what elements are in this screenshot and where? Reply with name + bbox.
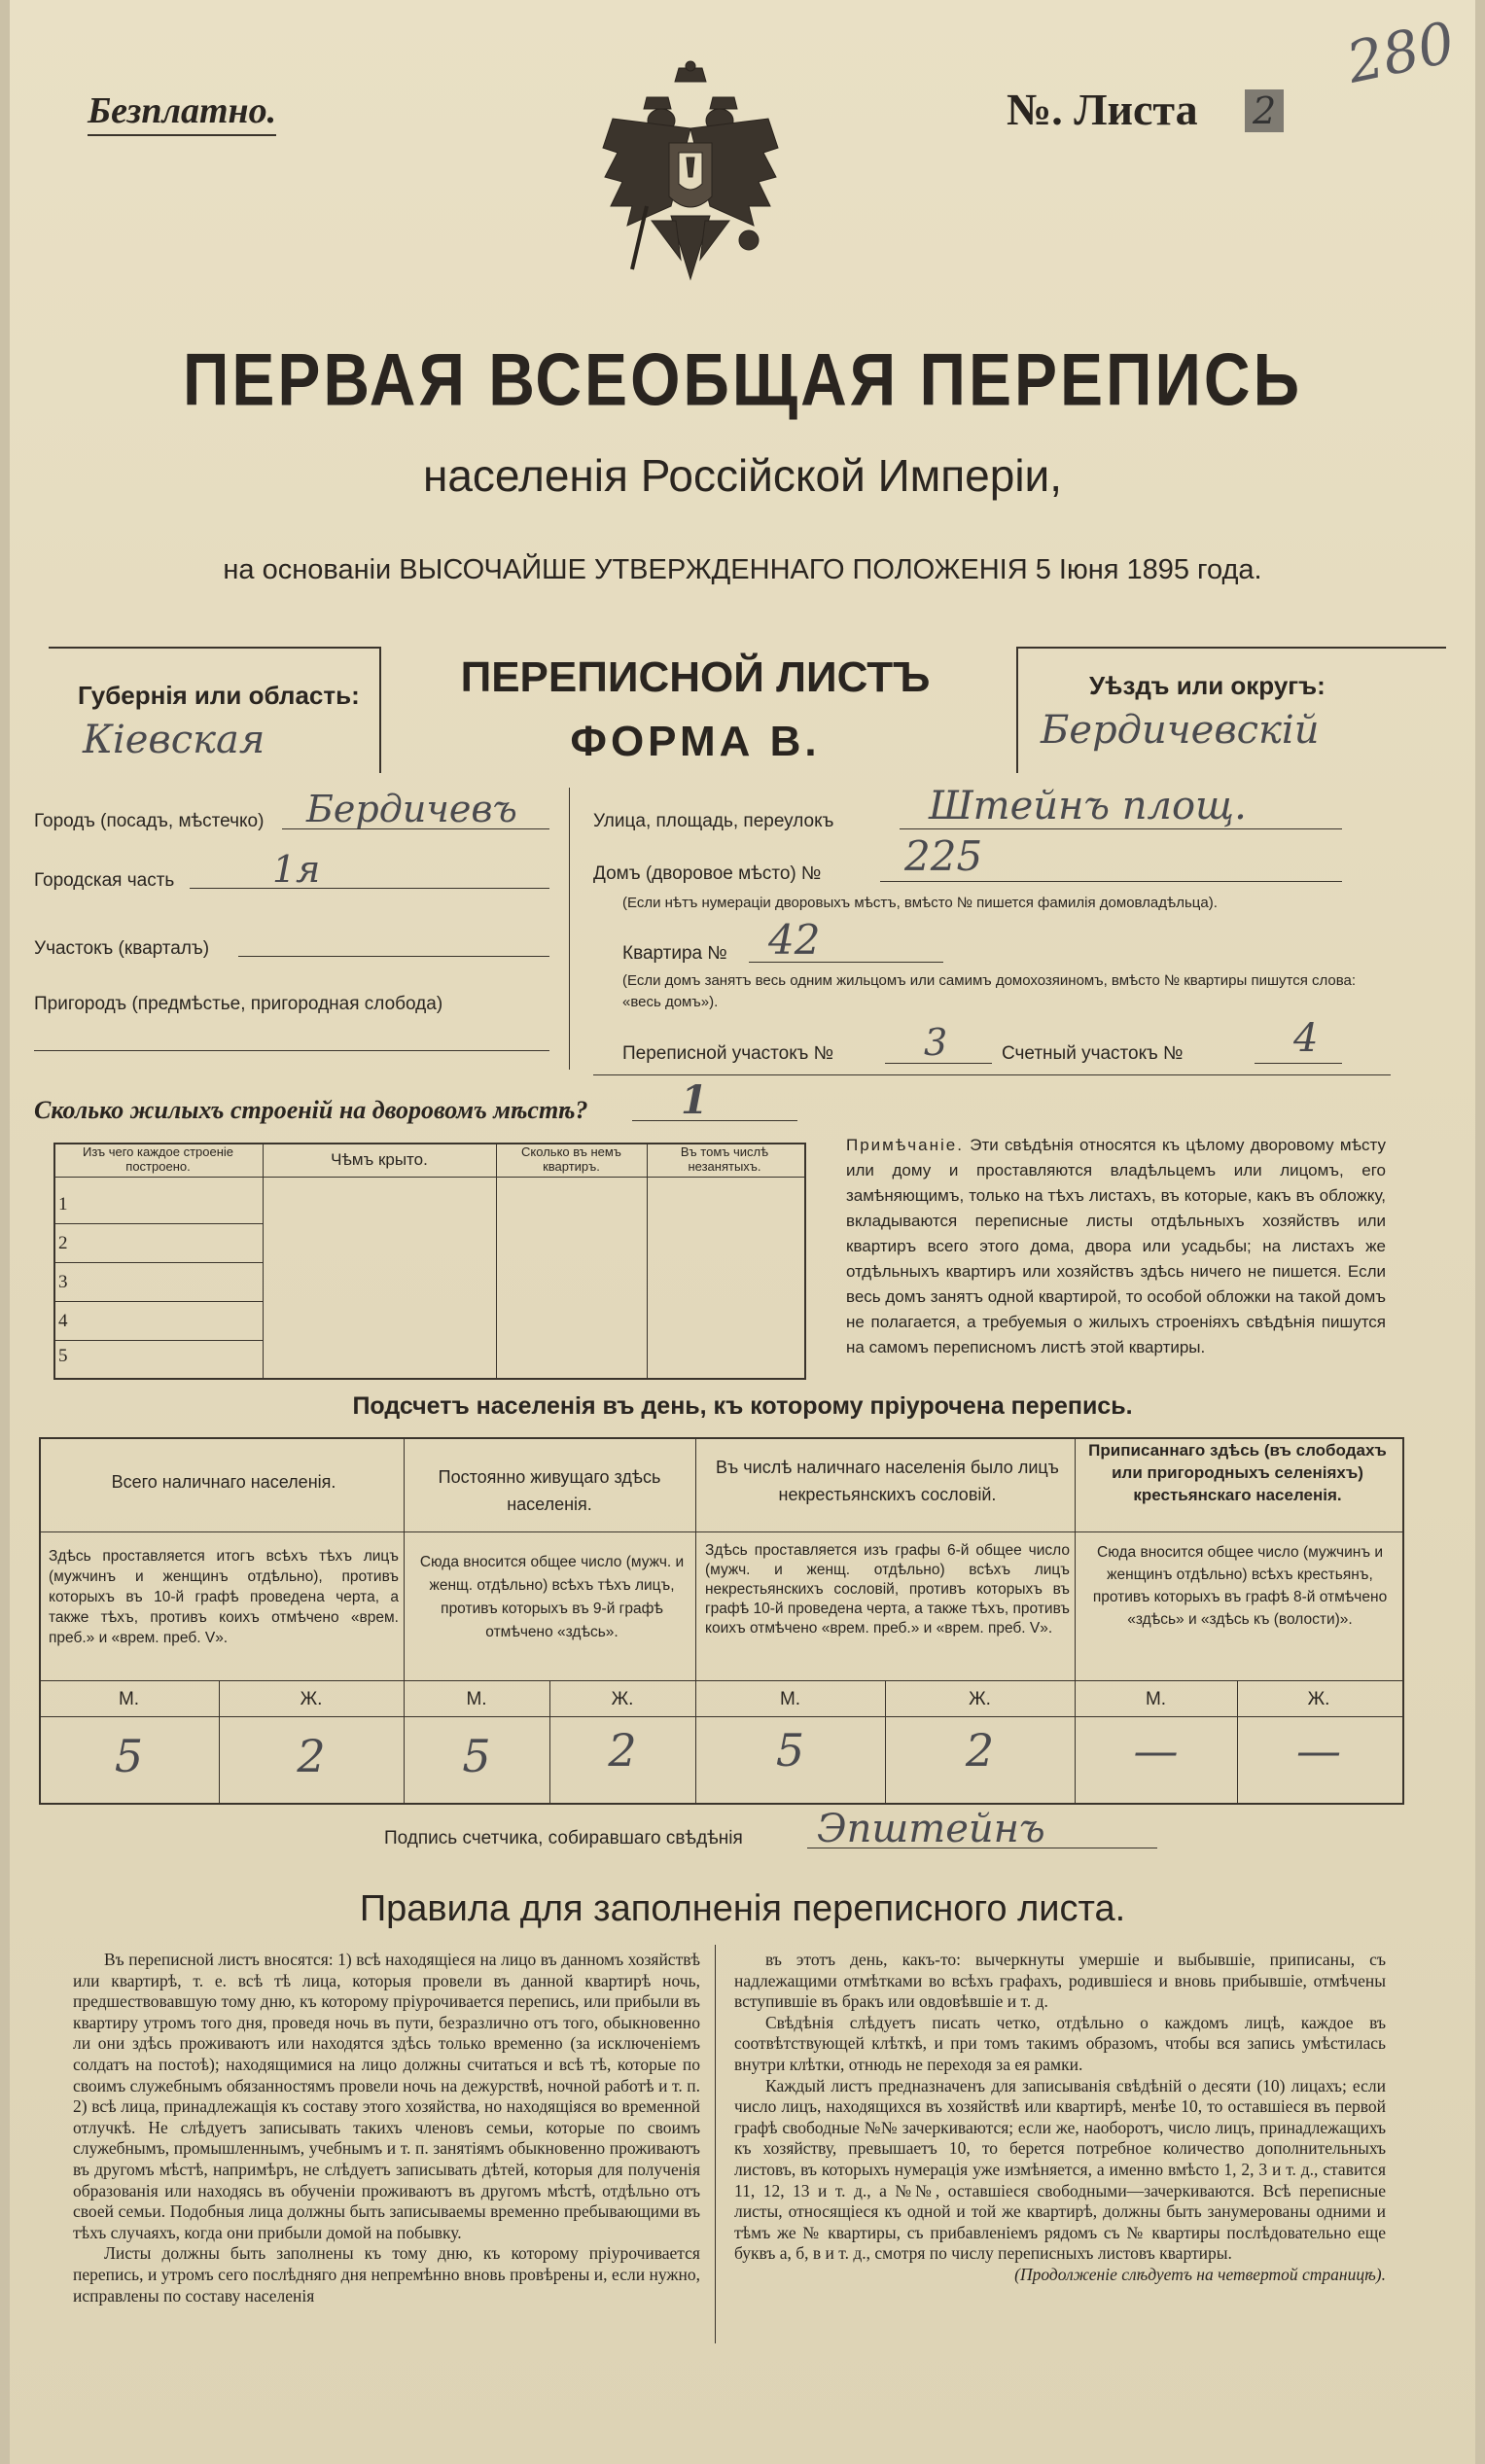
form-subtitle: ФОРМА В. — [570, 718, 821, 765]
buildings-row-line — [53, 1301, 263, 1302]
population-total-m-label: М. — [118, 1689, 140, 1709]
apartment-value: 42 — [768, 916, 821, 964]
district-label: Участокъ (кварталъ) — [34, 938, 210, 959]
population-title: Подсчетъ населенія въ день, къ которому пріурочена перепись. — [352, 1392, 1133, 1420]
uezd-value: Бердичевскій — [1041, 708, 1320, 753]
corner-number: 280 — [1341, 9, 1461, 96]
buildings-row-number: 2 — [58, 1233, 68, 1253]
population-desc-non-peasant: Здѣсь проставляется изъ графы 6-й общее число (мужч. и женщ. отдѣльно) всѣхъ лицъ некрестьянскихъ сословій, противъ которыхъ въ графѣ 10-й проведена черта, а также тѣхъ, противъ коихъ отмѣчено «врем. преб.» и «врем. преб. V». — [705, 1542, 1070, 1637]
population-desc-peasant: Сюда вносится общее число (мужчинъ и женщинъ отдѣльно) всѣхъ крестьянъ, противъ которыхъ въ графѣ 8-й отмѣчено «здѣсь» и «здѣсь къ (волости)». — [1092, 1544, 1388, 1628]
rules-paragraph: Каждый листъ предназначенъ для записыванія свѣдѣній о десяти (10) лицахъ; если число лицъ, находящихся въ хозяйствѣ или квартирѣ, менѣе 10, то оставшіеся въ первой графѣ свободные №№ зачеркиваются; если же, наоборотъ, число лицъ, принадлежащихъ къ хозяйству, превышаетъ 10, то берется потребное количество дополнительныхъ листовъ, въ которыхъ нумерація уже измѣняется, а именно вмѣсто 1, 2, 3 и т. д., ставится 11, 12, 13 и т. д., а №№, оставшіеся свободными—зачеркиваются. Всѣ переписные листы, относящіеся къ одной и той же квартирѣ, должны быть занумерованы одними и тѣмъ же № квартиры, съ прибавленіемъ рядомъ съ № квартиры послѣдовательно еще буквъ а, б, в и т. д., смотря по числу переписныхъ листовъ квартиры. — [734, 2075, 1386, 2264]
buildings-row-number: 1 — [58, 1194, 68, 1214]
rules-paragraph: Свѣдѣнія слѣдуетъ писать четко, отдѣльно о каждомъ лицѣ, каждое въ соотвѣтствующей клѣткѣ, и при томъ такимъ образомъ, чтобы вся запись умѣстилась внутри клѣтки, отнюдь не переходя за ея рамки. — [734, 2012, 1386, 2074]
buildings-header-apartments: Сколько въ немъ квартиръ. — [521, 1144, 621, 1174]
population-desc-permanent: Сюда вносится общее число (мужч. и женщ. отдѣльно) всѣхъ тѣхъ лицъ, противъ которыхъ въ 9-й графѣ отмѣчено «здѣсь». — [419, 1554, 685, 1640]
population-peasant-m-label: М. — [1145, 1689, 1167, 1709]
buildings-row-line — [53, 1262, 263, 1263]
population-header-permanent: Постоянно живущаго здѣсь населенія. — [438, 1467, 661, 1514]
population-header-total: Всего наличнаго населенія. — [111, 1472, 336, 1492]
population-mf-rule — [39, 1716, 1402, 1717]
city-part-line — [190, 888, 549, 889]
population-non-peasant-f-label: Ж. — [969, 1689, 991, 1709]
census-section-value: 3 — [924, 1021, 948, 1064]
gubernia-value: Кіевская — [83, 718, 265, 762]
buildings-row-number: 5 — [58, 1346, 68, 1366]
street-value: Штейнъ площ. — [929, 784, 1247, 828]
buildings-note-text: Эти свѣдѣнія относятся къ цѣлому дворовому мѣсту или дому и проставляются владѣльцемъ или лицомъ, его замѣняющимъ, только на тѣхъ листахъ, въ которые, какъ въ обложку, вкладываются переписные листы отдѣльныхъ хозяйствъ или квартиръ всего этого дома, двора или усадьбы; на листахъ же отдѣльныхъ квартиръ или хозяйствъ здѣсь ничего не пишется. Если весь домъ занятъ одной квартирой, то особой обложки на такой домъ не полагается, а требуемыя о жилыхъ строеніяхъ свѣдѣнія пишутся на самомъ переписномъ листѣ этой квартиры. — [846, 1136, 1386, 1356]
population-permanent-f-value: 2 — [608, 1724, 637, 1777]
house-label: Домъ (дворовое мѣсто) № — [593, 863, 822, 884]
buildings-answer-line — [632, 1120, 797, 1121]
rules-paragraph: Листы должны быть заполнены къ тому дню, къ которому пріурочивается перепись, и утромъ сего послѣдняго дня непремѣнно вновь провѣрены и, если нужно, исправлены по составу населенія — [73, 2243, 700, 2306]
sheet-number-label: №. Листа — [1007, 85, 1198, 134]
district-line — [238, 956, 549, 957]
population-total-f-value: 2 — [297, 1730, 326, 1782]
suburb-line — [34, 1050, 549, 1051]
form-title: ПЕРЕПИСНОЙ ЛИСТЪ — [460, 653, 931, 701]
buildings-answer: 1 — [681, 1077, 708, 1123]
population-header-peasant: Приписаннаго здѣсь (въ слободахъ или пригородныхъ селеніяхъ) крестьянскаго населенія. — [1088, 1441, 1387, 1504]
rules-paragraph: Въ переписной листъ вносятся: 1) всѣ находящіеся на лицо въ данномъ хозяйствѣ или квартирѣ, т. е. всѣ тѣ лица, которыя провели въ данной квартирѣ ночь, предшествовавшую тому дню, къ которому пріурочивается перепись, или прибыли въ квартиру утромъ того дня, проведя ночь въ пути, безразлично отъ того, обыкновенно ли они здѣсь проживаютъ или находятся здѣсь только временно (за исключеніемъ солдатъ на постоѣ); находящимися на лицо должны считаться и всѣ тѣ, которые по своимъ служебнымъ обязанностямъ провели ночь на дежурствѣ, ночной работѣ и т. п. 2) всѣ лица, принадлежащія къ составу этого хозяйства, но находящіяся во временной отлучкѣ. Не слѣдуетъ записывать такихъ членовъ семьи, которые по своимъ служебнымъ, промышленнымъ, учебнымъ и т. п. занятіямъ обыкновенно проживаютъ въ другомъ мѣстѣ, напримѣръ, не слѣдуетъ записывать дѣтей, которыя для полученія образованія или находясь въ обученіи проживаютъ въ другомъ мѣстѣ, отдѣльно отъ своей семьи. Подобныя лица должны быть записываемы временно пребывающими въ тѣхъ случаяхъ, когда они прибыли домой на побывку. — [73, 1950, 700, 2242]
basis-line: на основаніи ВЫСОЧАЙШЕ УТВЕРЖДЕННАГО ПОЛОЖЕНІЯ 5 Іюня 1895 года. — [223, 554, 1262, 585]
street-line — [900, 828, 1342, 829]
census-sheet — [10, 0, 1475, 2464]
rules-right-column — [734, 1950, 1386, 2286]
counting-section-label: Счетный участокъ № — [1002, 1043, 1184, 1064]
gubernia-label: Губернія или область: — [78, 681, 360, 710]
population-non-peasant-f-value: 2 — [965, 1724, 995, 1777]
buildings-header-vacant: Въ томъ числѣ незанятыхъ. — [680, 1144, 769, 1174]
buildings-col-divider — [496, 1143, 497, 1378]
apartment-note: (Если домъ занятъ весь одним жильцомъ или самимъ домохозяиномъ, вмѣсто № квартиры пишутся слова: «весь домъ»). — [622, 972, 1357, 1010]
buildings-table — [53, 1143, 806, 1380]
buildings-note-title: Примѣчаніе. — [846, 1136, 964, 1154]
page-title: ПЕРВАЯ ВСЕОБЩАЯ ПЕРЕПИСЬ — [182, 337, 1303, 421]
city-value: Бердичевъ — [306, 788, 517, 830]
population-total-m-value: 5 — [114, 1730, 144, 1782]
population-permanent-m-value: 5 — [462, 1730, 491, 1782]
signature-value: Эпштейнъ — [817, 1807, 1045, 1851]
uezd-label: Уѣздъ или округъ: — [1089, 671, 1326, 700]
city-label: Городъ (посадъ, мѣстечко) — [34, 811, 265, 831]
rules-title: Правила для заполненія переписного листа. — [359, 1888, 1126, 1929]
population-permanent-m-label: М. — [466, 1689, 487, 1709]
buildings-header-roof: Чѣмъ крыто. — [331, 1150, 428, 1169]
city-part-value: 1я — [272, 848, 321, 891]
house-value: 225 — [904, 832, 983, 880]
address-divider — [569, 788, 570, 1070]
suburb-label: Пригородъ (предмѣстье, пригородная слобода) — [34, 994, 443, 1014]
rules-divider — [715, 1945, 716, 2343]
buildings-table-header-rule — [53, 1177, 804, 1178]
buildings-note — [846, 1133, 1386, 1360]
counting-section-value: 4 — [1293, 1016, 1319, 1061]
buildings-row-number: 3 — [58, 1272, 68, 1292]
signature-label: Подпись счетчика, собиравшаго свѣдѣнія — [384, 1828, 743, 1848]
population-permanent-f-label: Ж. — [611, 1689, 634, 1709]
free-label: Безплатно. — [88, 89, 276, 136]
population-header-rule — [39, 1531, 1402, 1532]
buildings-col-divider — [263, 1143, 264, 1378]
population-total-f-label: Ж. — [300, 1689, 323, 1709]
population-desc-rule — [39, 1680, 1402, 1681]
street-label: Улица, площадь, переулокъ — [593, 811, 834, 831]
apartment-line — [749, 962, 943, 963]
city-line — [282, 828, 549, 829]
counting-section-line — [1255, 1063, 1342, 1064]
buildings-question: Сколько жилыхъ строеній на дворовомъ мѣстѣ? — [34, 1096, 588, 1124]
buildings-col-divider — [647, 1143, 648, 1378]
imperial-eagle-emblem — [593, 60, 788, 284]
apartment-label: Квартира № — [622, 943, 727, 964]
buildings-row-line — [53, 1340, 263, 1341]
census-section-label: Переписной участокъ № — [622, 1043, 834, 1064]
rules-left-column — [73, 1950, 700, 2306]
address-bottom-rule — [593, 1074, 1391, 1075]
sheet-number-value: 2 — [1245, 89, 1284, 132]
population-desc-total: Здѣсь проставляется итогъ всѣхъ тѣхъ лицъ (мужчинъ и женщинъ отдѣльно), противъ которыхъ въ 10-й графѣ проведена черта, а также тѣхъ, противъ коихъ отмѣчено «врем. преб.» и «врем. преб. V». — [49, 1548, 399, 1646]
population-non-peasant-m-label: М. — [779, 1689, 801, 1709]
population-header-non-peasant: Въ числѣ наличнаго населенія было лицъ некрестьянскихъ сословій. — [716, 1458, 1059, 1504]
page-subtitle: населенія Россійской Имперіи, — [422, 450, 1063, 501]
population-peasant-f-label: Ж. — [1307, 1689, 1330, 1709]
buildings-row-line — [53, 1223, 263, 1224]
population-peasant-m-value: — — [1133, 1724, 1179, 1777]
rules-continuation: (Продолженіе слѣдуетъ на четвертой страницѣ). — [1014, 2264, 1386, 2284]
house-line — [880, 881, 1342, 882]
census-section-line — [885, 1063, 992, 1064]
population-peasant-f-value: — — [1296, 1724, 1341, 1777]
population-non-peasant-m-value: 5 — [775, 1724, 805, 1777]
city-part-label: Городская часть — [34, 870, 175, 891]
buildings-header-material: Изъ чего каждое строеніе построено. — [82, 1144, 234, 1174]
buildings-row-number: 4 — [58, 1311, 68, 1331]
rules-paragraph: въ этотъ день, какъ-то: вычеркнуты умершіе и выбывшіе, приписаны, съ надлежащими отмѣтками во всѣхъ графахъ, родившіеся и вновь прибывшіе, отмѣчены вступившіе въ бракъ или овдовѣвшіе и т. д. — [734, 1950, 1386, 2012]
house-note: (Если нѣтъ нумераціи дворовыхъ мѣстъ, вмѣсто № пишется фамилія домовладѣльца). — [622, 895, 1218, 911]
